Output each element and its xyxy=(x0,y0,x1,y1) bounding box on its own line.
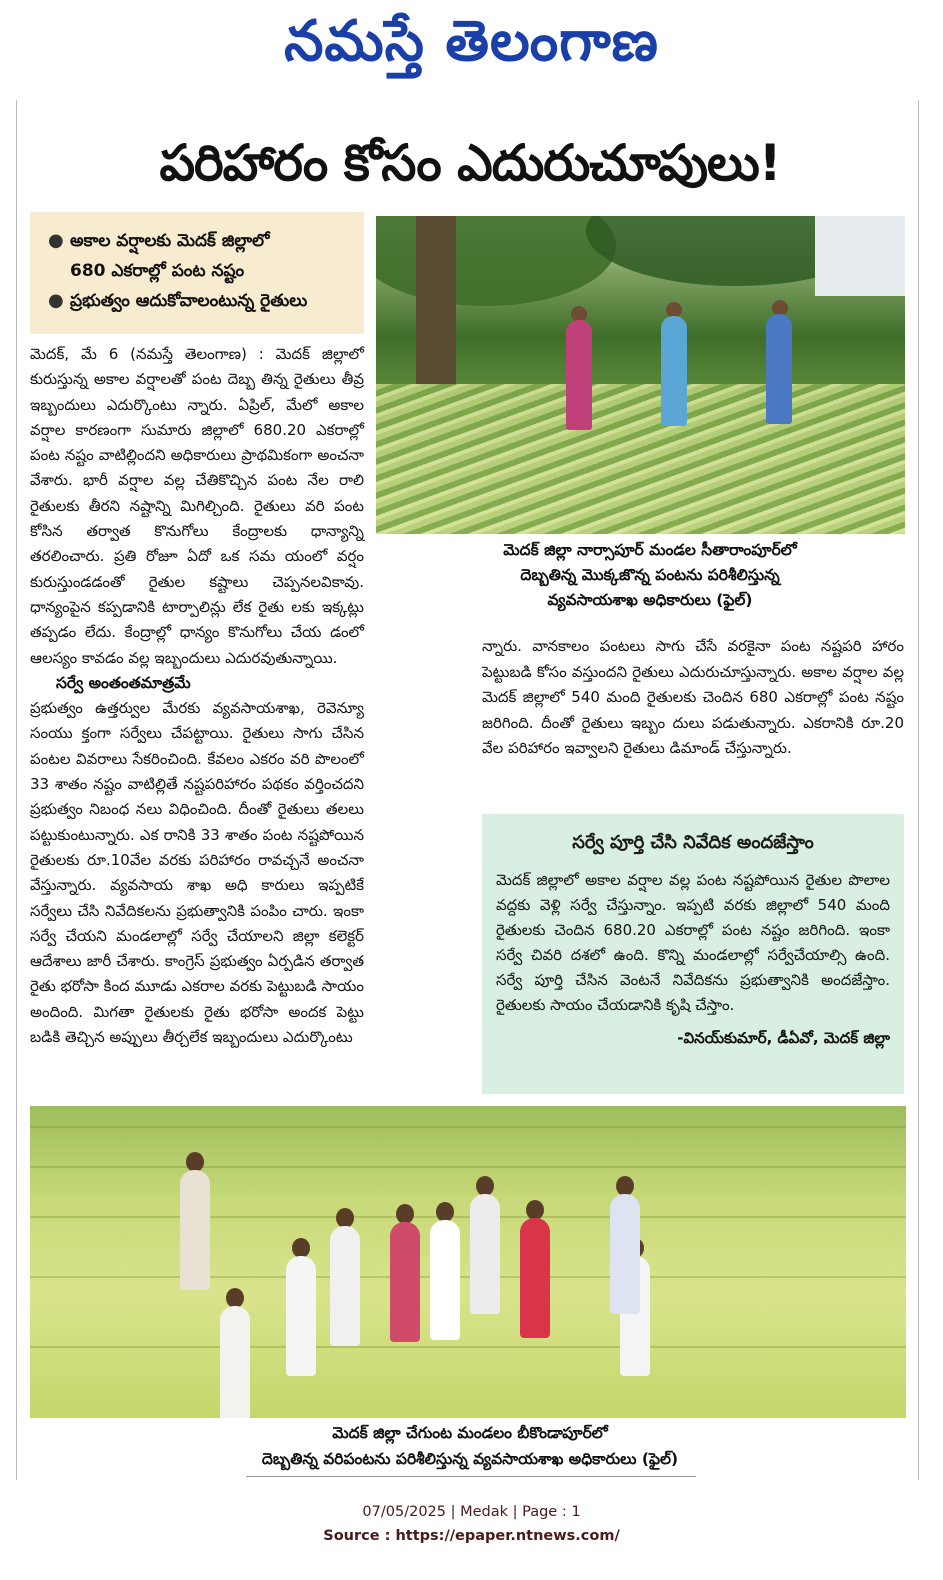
highlight-text: అకాల వర్షాలకు మెదక్ జిల్లాలో xyxy=(70,231,270,251)
footer xyxy=(0,1500,943,1548)
person-figure xyxy=(330,1226,360,1346)
highlight-item xyxy=(44,226,356,256)
highlight-item xyxy=(44,286,356,316)
article-paragraph: మెదక్, మే 6 (నమస్తే తెలంగాణ) : మెదక్ జిల్లాలో కురుస్తున్న అకాల వర్షాలతో పంట దెబ్బ తిన్న రైతులు తీవ్ర ఇబ్బందులు ఎదుర్కొంటు న్నారు. ఏప్రిల్, మేలో అకాల వర్షాల కారణంగా సుమారు జిల్లాలో 680.20 ఎకరాల్లో పంట నష్టం వాటిల్లిందని అధికారులు ప్రాథమికంగా అంచనా వేశారు. భారీ వర్షాల వల్ల చేతికొచ్చిన పంట నేల రాలి రైతులకు తీరని నష్టాన్ని మిగిల్చింది. రైతులు వరి పంట కోసిన తర్వాత కొనుగోలు కేంద్రాలకు ధాన్యాన్ని తరలించారు. ప్రతి రోజూ ఏదో ఒక సమ యంలో వర్షం కురుస్తుండడంతో రైతుల కష్టాలు చెప్పనలవికావు. ధాన్యంపైన కప్పడానికి టార్పాలిన్లు లేక రైతు లకు ఇక్కట్లు తప్పడం లేదు. కేంద్రాల్లో ధాన్యం కొనుగోలు చేయ డంలో ఆలస్యం కావడం వల్ల ఇబ్బందులు ఎదురవుతున్నాయి. xyxy=(30,345,364,667)
footer-date-line: 07/05/2025 | Medak | Page : 1 xyxy=(362,1504,581,1520)
person-figure xyxy=(566,320,592,430)
right-frame-rule xyxy=(918,100,919,1480)
bullet-icon: ● xyxy=(48,230,64,251)
highlight-text-cont: 680 ఎకరాల్లో పంట నష్టం xyxy=(70,261,245,281)
left-frame-rule xyxy=(16,100,17,1480)
quote-box xyxy=(482,814,904,1094)
masthead-title: నమస్తే తెలంగాణ xyxy=(284,9,659,74)
person-figure xyxy=(520,1218,550,1338)
footer-source-link[interactable]: Source : https://epaper.ntnews.com/ xyxy=(323,1528,620,1544)
article-paragraph: ప్రభుత్వం ఉత్తర్వుల మేరకు వ్యవసాయశాఖ, రెవెన్యూ సంయు క్తంగా సర్వేలు చేపట్టాయి. రైతులు సాగు చేసిన పంటల వివరాలు సేకరించింది. కేవలం ఎకరం వరి పొలంలో 33 శాతం నష్టం వాటిల్లితే నష్టపరిహారం పథకం వర్తించదని ప్రభుత్వం నిబంధ నలు విధించింది. దీంతో రైతులు తలలు పట్టుకుంటున్నారు. ఎక రానికి 33 శాతం పంట నష్టపోయిన రైతులకు రూ.10వేల వరకు పరిహారం రావచ్చనే అంచనా వేస్తున్నారు. వ్యవసాయ శాఖ అధి కారులు ఇప్పటికే సర్వేలు చేసి నివేదికలను ప్రభుత్వానికి పంపిం చారు. ఇంకా సర్వే చేయని మండలాల్లో సర్వే చేయాలని జిల్లా కలెక్టర్ ఆదేశాలు జారీ చేశారు. కాంగ్రెస్ ప్రభుత్వం ఏర్పడిన తర్వాత రైతు భరోసా కింద మూడు ఎకరాల వరకు పెట్టుబడి సాయం అందింది. మిగతా రైతులకు రైతు భరోసా అందక పెట్టు బడికి తెచ్చిన అప్పులు తీర్చలేక ఇబ్బందులు ఎదుర్కొంటు xyxy=(30,699,364,1047)
quote-signature: -వినయ్‌కుమార్, డీఏవో, మెదక్ జిల్లా xyxy=(677,1029,890,1047)
article-paragraph: న్నారు. వానకాలం పంటలు సాగు చేసే వరకైనా పంట నష్టపరి హారం పెట్టుబడి కోసం వస్తుందని రైతులు ఎదురుచూస్తున్నారు. అకాల వర్షాల వల్ల మెదక్ జిల్లాలో 540 మంది రైతులకు చెందిన 680 ఎకరాల్లో పంట నష్టం జరిగింది. దీంతో రైతులు ఇబ్బం దులు పడుతున్నారు. ఎకరానికి రూ.20 వేల పరిహారం ఇవ్వాలని రైతులు డిమాండ్ చేస్తున్నారు. xyxy=(482,637,904,757)
article-column-left xyxy=(30,342,364,1050)
quote-box-title: సర్వే పూర్తి చేసి నివేదిక అందజేస్తాం xyxy=(572,832,814,853)
person-figure xyxy=(430,1220,460,1340)
footer-rule xyxy=(246,1476,696,1477)
article-subhead: సర్వే అంతంతమాత్రమే xyxy=(56,673,191,692)
person-figure xyxy=(470,1194,500,1314)
person-figure xyxy=(180,1170,210,1290)
person-figure xyxy=(661,316,687,426)
highlights-box xyxy=(30,212,364,334)
highlight-text: ప్రభుత్వం ఆదుకోవాలంటున్న రైతులు xyxy=(70,291,308,311)
person-figure xyxy=(766,314,792,424)
person-figure xyxy=(390,1222,420,1342)
headline: పరిహారం కోసం ఎదురుచూపులు! xyxy=(159,134,781,192)
article-column-right xyxy=(482,634,904,762)
photo-paddy-field xyxy=(30,1106,906,1418)
person-figure xyxy=(610,1194,640,1314)
photo1-caption: మెదక్ జిల్లా నార్సాపూర్ మండల సీతారాంపూర్‌లో దెబ్బతిన్న మొక్కజొన్న పంటను పరిశీలిస్తున్న వ్యవసాయశాఖ అధికారులు (ఫైల్) xyxy=(503,541,797,609)
person-figure xyxy=(220,1306,250,1418)
photo2-caption: మెదక్ జిల్లా చేగుంట మండలం బీకొండాపూర్‌లో దెబ్బతిన్న వరిపంటను పరిశీలిస్తున్న వ్యవసాయశాఖ అధికారులు (ఫైల్) xyxy=(261,1424,679,1468)
person-figure xyxy=(286,1256,316,1376)
photo-maize-field xyxy=(376,216,905,534)
quote-box-body: మెదక్ జిల్లాలో అకాల వర్షాల వల్ల పంట నష్టపోయిన రైతుల పొలాల వద్దకు వెళ్లి సర్వే చేస్తున్నాం. ఇప్పటి వరకు జిల్లాలో 540 మంది రైతులకు చెందిన 680.20 ఎకరాల్లో పంట నష్టం జరిగింది. ఇంకా సర్వే చివరి దశలో ఉంది. కొన్ని మండలాల్లో సర్వేచేయాల్సి ఉంది. సర్వే పూర్తి చేసిన వెంటనే నివేదికను ప్రభుత్వానికి అందజేస్తాం. రైతులకు సాయం చేయడానికి కృషి చేస్తాం. xyxy=(496,871,890,1014)
bullet-icon: ● xyxy=(48,290,64,311)
